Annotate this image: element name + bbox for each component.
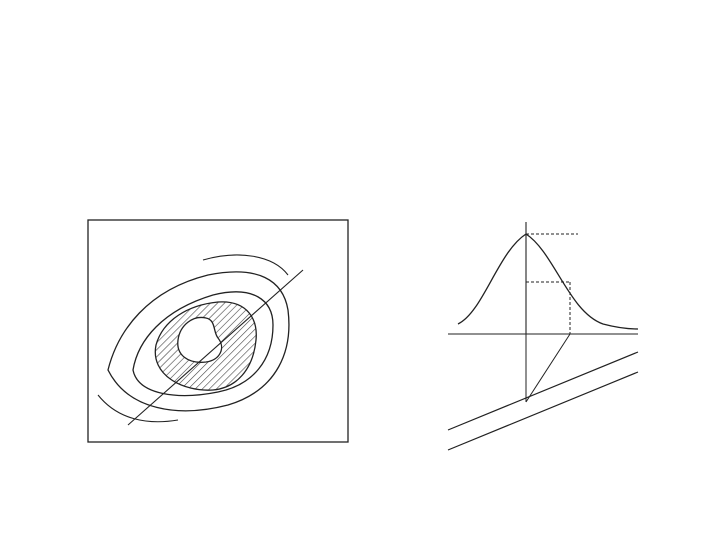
anomaly-graph (438, 212, 688, 462)
isoanomaly-map (88, 220, 348, 442)
cylinder-upper-edge (448, 352, 638, 430)
body-paragraph (34, 72, 694, 102)
cylinder-lower-edge (448, 372, 638, 450)
contour-lower-left (98, 395, 178, 422)
radius-line (526, 334, 570, 402)
profile-line (128, 270, 303, 425)
